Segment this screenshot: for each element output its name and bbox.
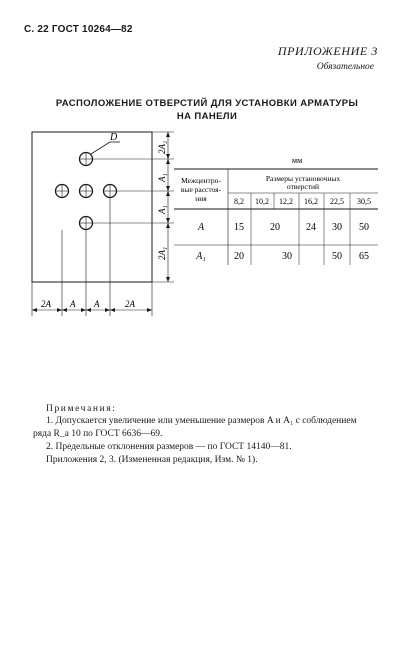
dim-right-2: A₁ bbox=[157, 173, 167, 182]
row-a-value-5: 50 bbox=[359, 222, 369, 233]
note-1-line2: ряда R_a 10 по ГОСТ 6636—69. bbox=[33, 429, 163, 439]
row-a-label: A bbox=[197, 222, 205, 233]
size-col-4: 16,2 bbox=[304, 197, 318, 206]
row-a1-value-2: 30 bbox=[282, 251, 292, 262]
row-a-value-1: 15 bbox=[234, 222, 244, 233]
row-a-value-2: 20 bbox=[270, 222, 280, 233]
dim-bottom-3: A bbox=[94, 299, 100, 309]
appendix-title: ПРИЛОЖЕНИЕ 3 bbox=[277, 44, 378, 58]
row-a1-value-1: 20 bbox=[234, 251, 244, 262]
row-a-value-4: 30 bbox=[332, 222, 342, 233]
group-header-line2: отверстий bbox=[286, 182, 320, 191]
row-header-line2: вые расстоя- bbox=[180, 185, 222, 194]
panel-drawing bbox=[14, 122, 174, 318]
size-col-1: 8,2 bbox=[234, 197, 244, 206]
holes-table bbox=[174, 157, 378, 267]
page-header: С. 22 ГОСТ 10264—82 bbox=[24, 24, 133, 35]
dim-bottom-2: A bbox=[70, 299, 76, 309]
table-units: мм bbox=[292, 157, 303, 165]
size-col-5: 22,5 bbox=[330, 197, 344, 206]
size-col-2: 10,2 bbox=[255, 197, 269, 206]
center-lines bbox=[55, 152, 117, 230]
row-a1-value-3: 50 bbox=[332, 251, 342, 262]
row-a1-value-4: 65 bbox=[359, 251, 369, 262]
row-a1-label: A₁ bbox=[196, 251, 206, 262]
size-col-6: 30,5 bbox=[357, 197, 371, 206]
group-header-line1: Размеры установочных bbox=[265, 174, 341, 183]
section-title-line2: НА ПАНЕЛИ bbox=[176, 111, 238, 122]
hole-leader bbox=[91, 142, 110, 154]
size-col-3: 12,2 bbox=[279, 197, 293, 206]
dim-right-4: 2A₁ bbox=[157, 246, 167, 260]
notes-heading: Примечания: bbox=[46, 404, 117, 414]
section-title-line1: РАСПОЛОЖЕНИЕ ОТВЕРСТИЙ ДЛЯ УСТАНОВКИ АРМАТУРЫ bbox=[55, 98, 359, 109]
hole-label: D bbox=[110, 132, 118, 143]
dim-bottom-4: 2A bbox=[125, 299, 135, 309]
dim-right-1: 2A₂ bbox=[157, 140, 167, 154]
dim-right-3: A₁ bbox=[157, 205, 167, 214]
appendix-status: Обязательное bbox=[316, 62, 374, 72]
note-2: 2. Предельные отклонения размеров — по ГОСТ 14140—81. bbox=[46, 442, 292, 452]
note-3: Приложения 2, 3. (Измененная редакция, Изм. № 1). bbox=[46, 455, 258, 465]
note-1-line1: 1. Допускается увеличение или уменьшение размеров A и A₁ с соблюдением bbox=[46, 416, 357, 426]
row-header-line1: Межцентро- bbox=[181, 176, 221, 185]
row-a-value-3: 24 bbox=[306, 222, 316, 233]
dim-bottom-1: 2A bbox=[41, 299, 51, 309]
row-header-line3: ния bbox=[195, 194, 207, 203]
panel-outline bbox=[32, 132, 152, 282]
